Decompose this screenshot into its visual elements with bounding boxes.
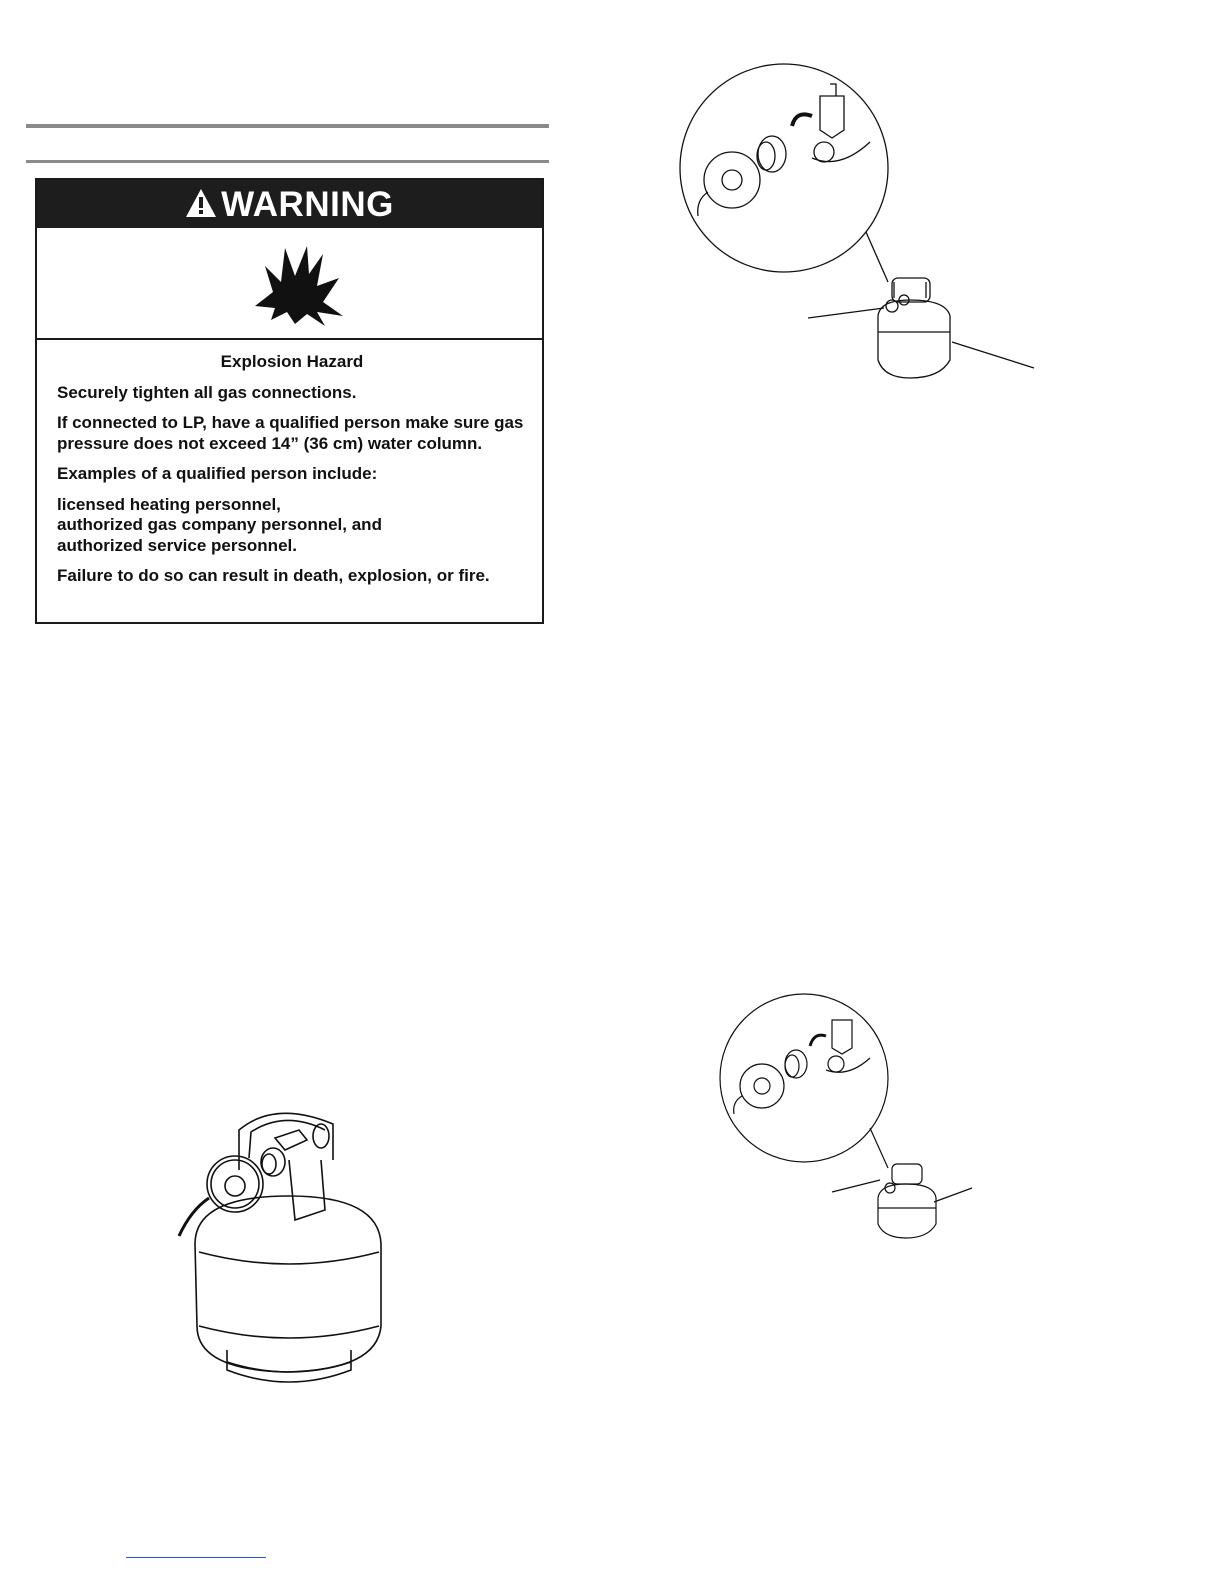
lp-tank-figure-2 — [165, 1100, 395, 1390]
lp-tank-detail-figure-1 — [680, 60, 1040, 390]
detail-magnifier-circle — [680, 64, 888, 272]
lp-tank-body — [195, 1196, 381, 1372]
warning-triangle-icon — [185, 188, 217, 218]
footer-link-underline[interactable] — [126, 1557, 266, 1558]
warning-box — [35, 178, 544, 624]
warning-line: Failure to do so can result in death, explosion, or fire. — [57, 566, 490, 585]
detail-magnifier-circle — [720, 994, 888, 1162]
explosion-icon — [251, 240, 343, 326]
regulator — [207, 1156, 263, 1212]
warning-line: Examples of a qualified person include: — [57, 464, 378, 483]
warning-line: Securely tighten all gas connections. — [57, 382, 357, 402]
warning-list-item: authorized service personnel. — [57, 535, 297, 555]
warning-list-item: licensed heating personnel, — [57, 494, 281, 514]
warning-header — [37, 180, 542, 228]
warning-line: If connected to LP, have a qualified person make sure gas pressure does not exceed 14” (36 cm) water column. — [57, 413, 524, 453]
regulator-detail — [704, 152, 760, 208]
warning-title: WARNING — [221, 184, 394, 224]
lp-tank-detail-figure-3 — [720, 992, 980, 1240]
section-rule-bottom — [26, 160, 549, 163]
warning-message — [57, 352, 527, 587]
icon-panel — [37, 228, 542, 340]
tank-collar — [239, 1113, 333, 1170]
warning-list-item: authorized gas company personnel, and — [57, 515, 382, 534]
warning-heading: Explosion Hazard — [220, 352, 364, 371]
section-rule-top — [26, 124, 549, 128]
